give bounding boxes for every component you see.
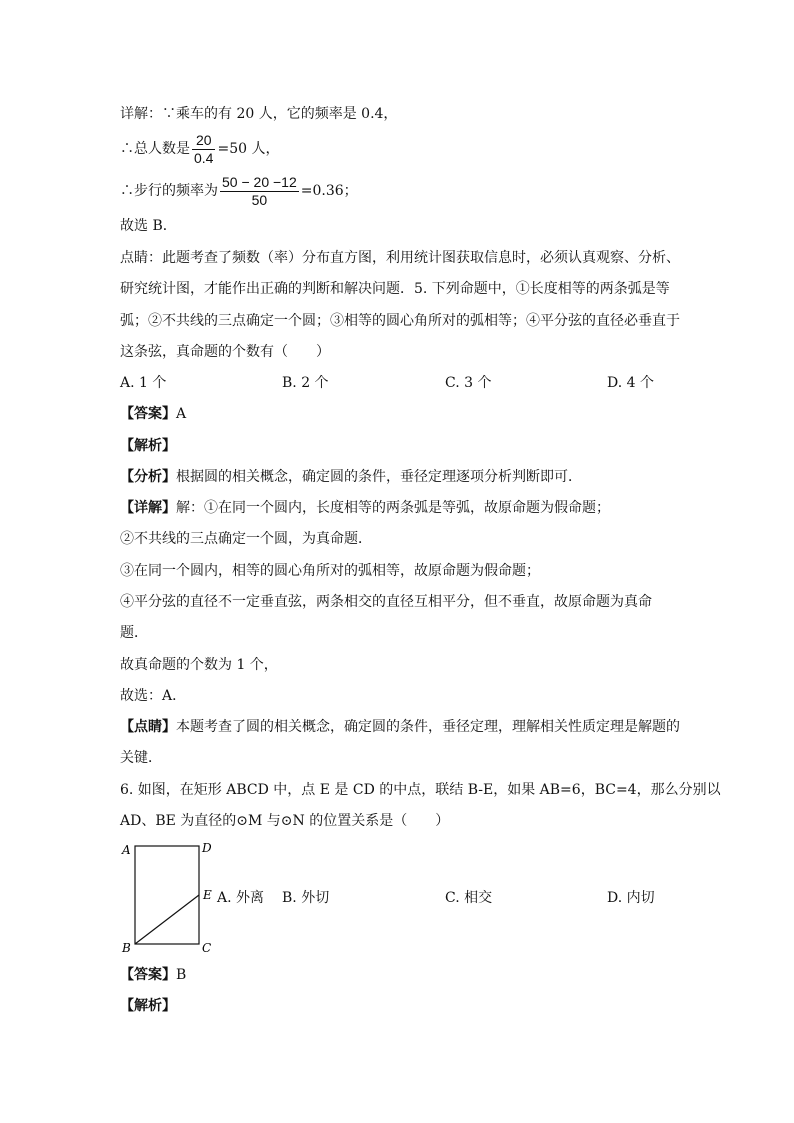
detail-tag: 【详解】 xyxy=(120,500,176,516)
text-line: 故真命题的个数为 1 个， xyxy=(120,657,278,673)
fraction xyxy=(192,132,215,167)
q5-option-c: C. 3 个 xyxy=(445,375,492,391)
question-6-line: AD、BE 为直径的⊙M 与⊙N 的位置关系是（ ） xyxy=(120,813,450,829)
label-c: C xyxy=(202,941,212,955)
detail-text: 解：①在同一个圆内，长度相等的两条弧是等弧，故原命题为假命题； xyxy=(176,500,610,516)
text-line: 故选：A． xyxy=(120,688,187,704)
q5-option-b: B. 2 个 xyxy=(282,375,329,391)
q6-option-c: C. 相交 xyxy=(445,890,493,906)
walk-frequency-line xyxy=(120,172,358,210)
rectangle-abcd xyxy=(135,846,199,944)
text-span: ∴总人数是 xyxy=(120,141,190,157)
q6-option-d: D. 内切 xyxy=(607,890,655,906)
label-e: E xyxy=(203,888,212,902)
q5-option-a: A. 1 个 xyxy=(120,375,167,391)
text-span: ∴步行的频率为 xyxy=(120,183,218,199)
fraction-numerator: 50 − 20 −12 xyxy=(222,173,297,190)
rectangle-figure xyxy=(118,838,218,956)
text-line: ③在同一个圆内，相等的圆心角所对的弧相等，故原命题为假命题； xyxy=(120,563,540,579)
answer-line xyxy=(120,965,186,985)
answer-value: B xyxy=(176,967,187,983)
q6-option-b: B. 外切 xyxy=(282,890,330,906)
fraction-denominator: 0.4 xyxy=(194,149,214,166)
comment-line xyxy=(120,717,680,737)
q5-option-d: D. 4 个 xyxy=(607,375,654,391)
analysis-tag: 【分析】 xyxy=(120,469,176,485)
answer-tag: 【答案】 xyxy=(120,406,176,422)
analysis-line xyxy=(120,467,582,487)
text-line: 题． xyxy=(120,625,148,641)
analysis-heading: 【解析】 xyxy=(120,998,176,1014)
answer-line xyxy=(120,404,186,424)
total-people-line xyxy=(120,130,279,168)
text-line: 关键． xyxy=(120,750,162,766)
comment-text: 本题考查了圆的相关概念，确定圆的条件，垂径定理，理解相关性质定理是解题的 xyxy=(176,719,680,735)
text-line: 详解：∵乘车的有 20 人，它的频率是 0.4， xyxy=(120,106,398,122)
label-b: B xyxy=(122,941,131,955)
text-line: 故选 B． xyxy=(120,218,177,234)
question-6-line: 6. 如图，在矩形 ABCD 中，点 E 是 CD 的中点，联结 B-E，如果 AB=6，BC=4，那么分别以 xyxy=(120,782,721,798)
text-line: 弧；②不共线的三点确定一个圆；③相等的圆心角所对的弧相等；④平分弦的直径必垂直于 xyxy=(120,313,680,329)
text-span: =0.36； xyxy=(300,183,358,199)
fraction xyxy=(220,174,299,209)
label-d: D xyxy=(202,841,212,855)
fraction-numerator: 20 xyxy=(192,132,215,150)
detail-line xyxy=(120,498,610,518)
answer-value: A xyxy=(176,406,187,422)
segment-be xyxy=(135,895,199,944)
text-span: =50 人， xyxy=(217,141,280,157)
analysis-text: 根据圆的相关概念，确定圆的条件，垂径定理逐项分析判断即可． xyxy=(176,469,582,485)
text-line: ②不共线的三点确定一个圆，为真命题． xyxy=(120,531,372,547)
analysis-heading: 【解析】 xyxy=(120,438,176,454)
answer-tag: 【答案】 xyxy=(120,967,176,983)
text-line: ④平分弦的直径不一定垂直弦，两条相交的直径互相平分，但不垂直，故原命题为真命 xyxy=(120,594,652,610)
q6-option-a: A. 外离 xyxy=(217,890,265,906)
comment-tag: 【点睛】 xyxy=(120,719,176,735)
fraction-denominator: 50 xyxy=(251,191,268,208)
text-line: 点睛：此题考查了频数（率）分布直方图，利用统计图获取信息时，必须认真观察、分析、 xyxy=(120,250,680,266)
text-line: 研究统计图，才能作出正确的判断和解决问题．5. 下列命题中，①长度相等的两条弧是等 xyxy=(120,281,670,297)
text-line: 这条弦，真命题的个数有（ ） xyxy=(120,344,330,360)
label-a: A xyxy=(122,843,131,857)
